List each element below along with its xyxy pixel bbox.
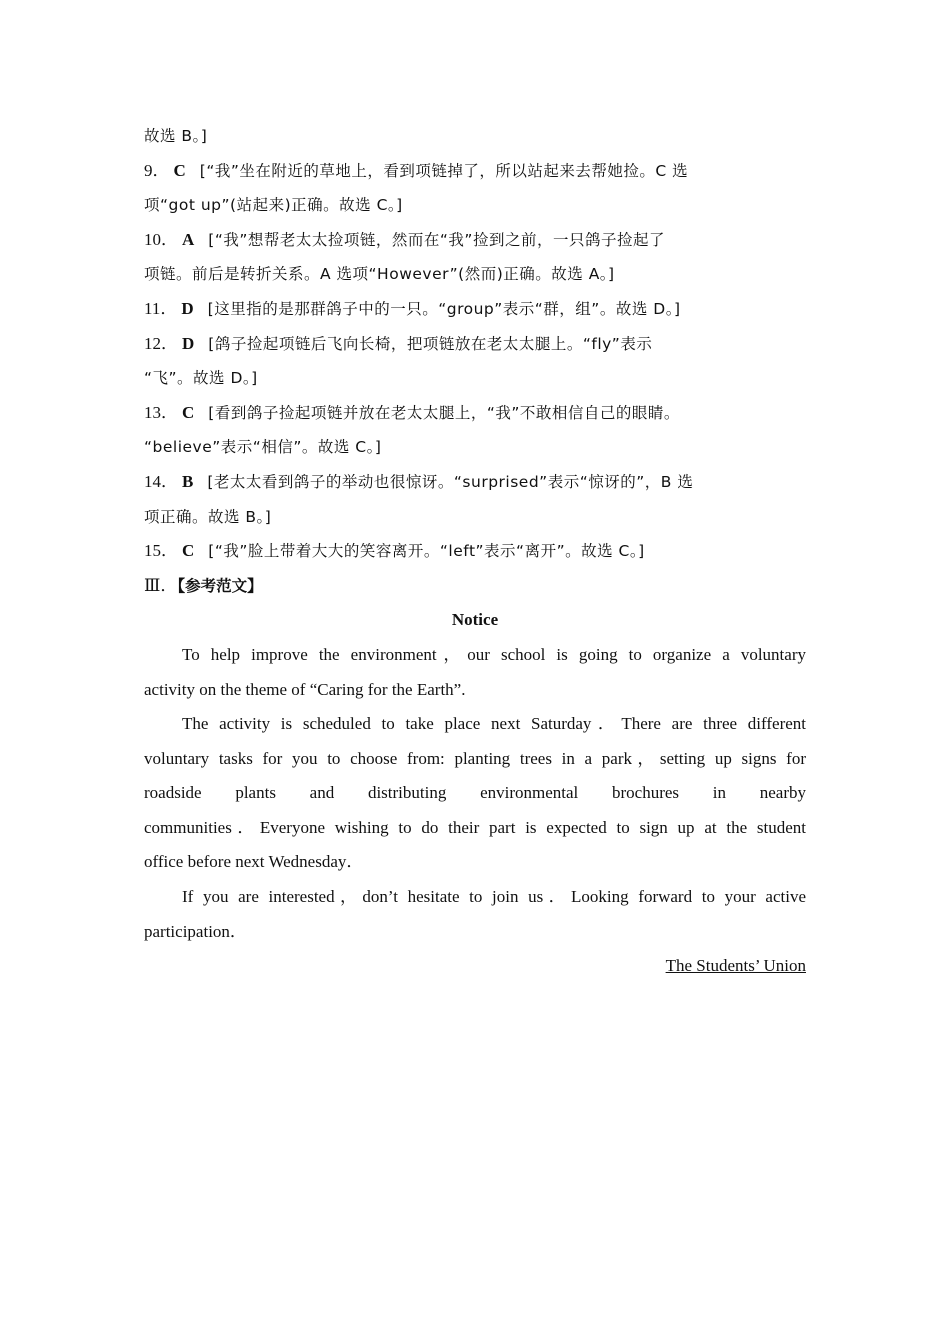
- answer-q10: [144, 223, 806, 258]
- essay-p1-line2: activity on the theme of “Caring for the Earth”.: [144, 679, 466, 699]
- essay-title: Notice: [451, 610, 499, 630]
- question-number: 9．: [144, 160, 170, 180]
- section-numeral: Ⅲ．: [144, 575, 178, 595]
- answer-q15: [144, 534, 806, 569]
- essay-p1-line1: To help improve the environment，our school is going to organize a voluntary: [182, 644, 806, 664]
- question-number: 12．: [144, 333, 178, 353]
- answer-q14: [144, 465, 806, 500]
- answer-letter: A: [182, 229, 195, 249]
- answer-q10-cont: 项链。前后是转折关系。A 选项“However”(然而)正确。故选 A。]: [144, 265, 615, 284]
- answer-letter: C: [182, 402, 195, 422]
- explanation-line: [“我”想帮老太太捡项链，然而在“我”捡到之前，一只鸽子捡起了: [208, 230, 665, 249]
- answer-letter: C: [173, 160, 186, 180]
- essay-p2-line5: office before next Wednesday．: [144, 852, 364, 872]
- explanation-line: [鸽子捡起项链后飞向长椅，把项链放在老太太腿上。“fly”表示: [208, 334, 653, 353]
- answer-letter: B: [182, 471, 194, 491]
- explanation-line: [看到鸽子捡起项链并放在老太太腿上，“我”不敢相信自己的眼睛。: [208, 403, 680, 422]
- explanation-line: [“我”脸上带着大大的笑容离开。“left”表示“离开”。故选 C。]: [208, 542, 645, 561]
- question-number: 14．: [144, 471, 178, 491]
- answer-q8-tail: 故选 B。]: [144, 127, 208, 145]
- answer-letter: D: [181, 298, 194, 318]
- essay-p3-line2: participation．: [144, 921, 247, 941]
- answer-q14-cont: 项正确。故选 B。]: [144, 507, 272, 526]
- section-label: 【参考范文】: [177, 576, 263, 595]
- signature: [144, 949, 806, 984]
- answer-letter: D: [182, 333, 195, 353]
- question-number: 15．: [144, 541, 178, 561]
- essay-p2-line3: roadside plants and distributing environmental brochures in nearby: [144, 783, 806, 803]
- answer-q13: [144, 396, 806, 431]
- document-page: [144, 119, 806, 984]
- explanation-line: [这里指的是那群鸽子中的一只。“group”表示“群，组”。故选 D。]: [207, 299, 681, 318]
- answer-q9: [144, 154, 806, 189]
- answer-letter: C: [182, 541, 195, 561]
- answer-q12: [144, 327, 806, 362]
- essay-p2-line1: The activity is scheduled to take place next Saturday．There are three different: [182, 714, 806, 734]
- question-number: 11．: [144, 298, 178, 318]
- essay-p3-line1: If you are interested，don’t hesitate to join us．Looking forward to your active: [182, 887, 806, 907]
- explanation-line: [老太太看到鸽子的举动也很惊讶。“surprised”表示“惊讶的”，B 选: [207, 472, 694, 491]
- section-heading: [144, 569, 806, 604]
- question-number: 13．: [144, 402, 178, 422]
- answer-q9-cont: 项“got up”(站起来)正确。故选 C。]: [144, 196, 403, 215]
- question-number: 10．: [144, 229, 178, 249]
- essay-p2-line4: communities．Everyone wishing to do their part is expected to sign up at the student: [144, 817, 806, 837]
- answer-q11: [144, 292, 806, 327]
- answer-q13-cont: “believe”表示“相信”。故选 C。]: [144, 438, 382, 457]
- essay-p2-line2: voluntary tasks for you to choose from: planting trees in a park，setting up signs for: [144, 748, 806, 768]
- answer-q12-cont: “飞”。故选 D。]: [144, 369, 258, 388]
- explanation-line: [“我”坐在附近的草地上，看到项链掉了，所以站起来去帮她捡。C 选: [199, 161, 689, 180]
- signature-text: The Students’ Union: [665, 956, 806, 976]
